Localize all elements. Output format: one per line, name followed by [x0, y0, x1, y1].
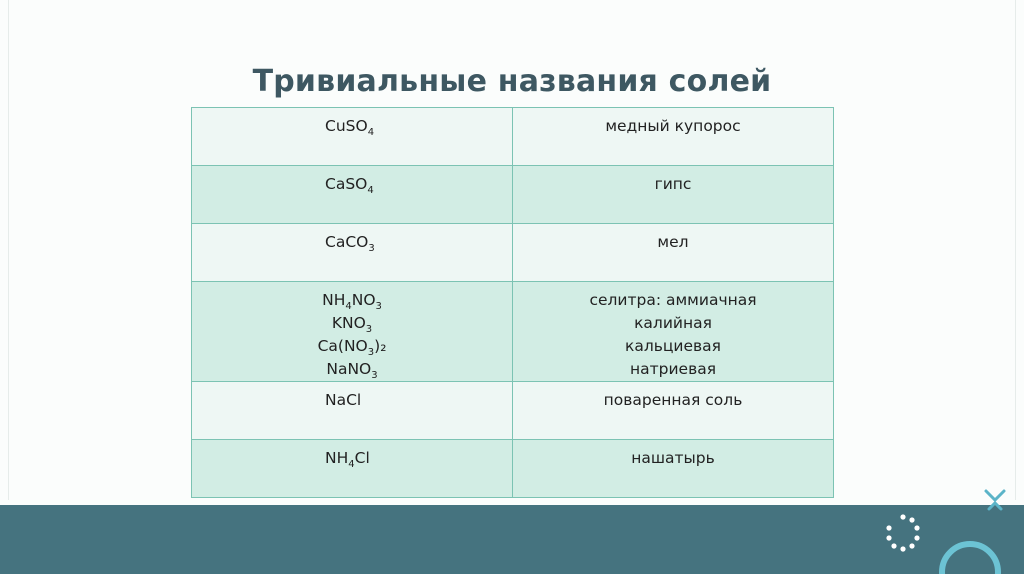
- formula-subscript: 3: [371, 370, 378, 381]
- formula-text: KNO: [331, 314, 366, 332]
- formula-text: NH: [322, 291, 346, 309]
- formula-text: NH: [325, 449, 349, 467]
- formula-cell: [192, 282, 513, 382]
- formula-line: [325, 115, 504, 138]
- table-row: [192, 108, 834, 166]
- trivial-name-text: гипс: [654, 175, 692, 193]
- trivial-name-text: мел: [657, 233, 689, 251]
- formula-text: CuSO: [325, 117, 368, 135]
- formula-cell: [192, 224, 513, 282]
- trivial-name-text: натриевая: [629, 360, 717, 378]
- trivial-name-text: медный купорос: [605, 117, 741, 135]
- table-row: [192, 166, 834, 224]
- formula-line: [200, 335, 504, 358]
- formula-subscript: 4: [367, 185, 374, 196]
- formula-subscript: 3: [375, 301, 382, 312]
- formula-line: [200, 289, 504, 312]
- trivial-name-text: поваренная соль: [603, 391, 743, 409]
- trivial-name-cell: [513, 440, 834, 498]
- formula-text: )₂: [374, 337, 387, 355]
- table-row: [192, 382, 834, 440]
- formula-line: [325, 447, 504, 470]
- formula-line: [325, 231, 504, 254]
- formula-subscript: 4: [367, 127, 375, 138]
- formula-text: Ca(NO: [317, 337, 368, 355]
- table-row: [192, 224, 834, 282]
- formula-cell: [192, 382, 513, 440]
- formula-text: CaSO: [325, 175, 368, 193]
- trivial-name-cell: [513, 166, 834, 224]
- slide-title: Тривиальные названия солей: [252, 64, 772, 99]
- formula-text: NaNO: [326, 360, 372, 378]
- formula-line: [200, 312, 504, 335]
- formula-cell: [192, 108, 513, 166]
- formula-text: NO: [351, 291, 376, 309]
- trivial-name-text: калийная: [634, 314, 712, 332]
- formula-subscript: 3: [367, 347, 375, 358]
- formula-line: [325, 389, 504, 412]
- formula-text: Cl: [354, 449, 370, 467]
- formula-subscript: 4: [345, 301, 352, 312]
- formula-text: NaCl: [325, 391, 362, 409]
- trivial-name-cell: [513, 282, 834, 382]
- formula-cell: [192, 440, 513, 498]
- salts-table: [191, 107, 834, 498]
- trivial-name-cell: [513, 108, 834, 166]
- formula-subscript: 3: [368, 243, 375, 254]
- bottom-bar: [0, 505, 1024, 574]
- formula-line: [325, 173, 504, 196]
- formula-cell: [192, 166, 513, 224]
- trivial-name-text: нашатырь: [631, 449, 715, 467]
- trivial-name-text: кальциевая: [624, 337, 722, 355]
- formula-subscript: 4: [348, 459, 355, 470]
- trivial-name-cell: [513, 224, 834, 282]
- formula-text: CaCO: [325, 233, 369, 251]
- formula-line: [200, 358, 504, 381]
- table-row: [192, 282, 834, 382]
- table-row: [192, 440, 834, 498]
- trivial-name-text: селитра: аммиачная: [589, 291, 757, 309]
- formula-subscript: 3: [365, 324, 373, 335]
- trivial-name-cell: [513, 382, 834, 440]
